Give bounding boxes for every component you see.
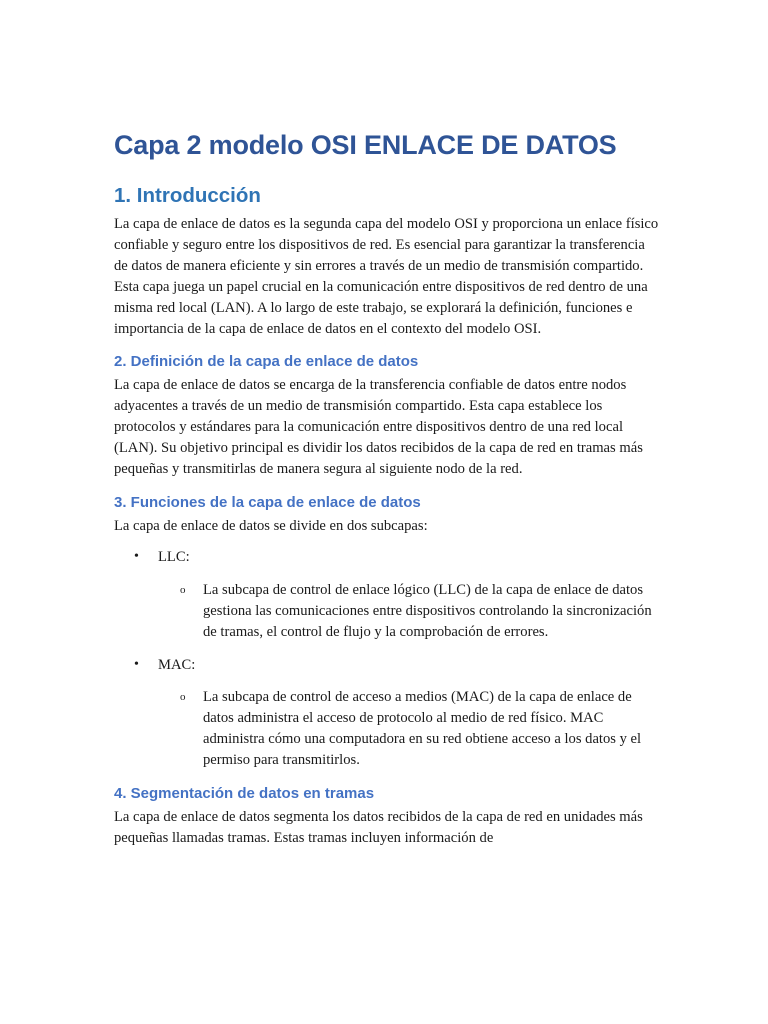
section-heading-introduccion: 1. Introducción: [114, 184, 261, 207]
section-heading-definicion: 2. Definición de la capa de enlace de datos: [114, 353, 419, 371]
document-title: Capa 2 modelo OSI ENLACE DE DATOS: [114, 130, 617, 160]
section-body-definicion: La capa de enlace de datos se encarga de la transferencia confiable de datos entre nodos adyacentes a través de un medio de transmisión compartido. Esta capa establece los protocolos y estándares para la comunicación entre dispositivos dentro de una red local (LAN). Su objetivo principal es dividir los datos recibidos de la capa de red en tramas más pequeñas y transmitirlas de manera segura al siguiente nodo de la red.: [114, 377, 643, 478]
sub-list: [158, 580, 659, 643]
sub-list-item-text: La subcapa de control de enlace lógico (LLC) de la capa de enlace de datos gestiona las comunicaciones entre dispositivos controlando la sincronización de tramas, el control de flujo y la comprobación de errores.: [203, 581, 652, 640]
document-page: [114, 126, 659, 849]
hollow-bullet-icon: o: [180, 691, 186, 704]
list-item-llc: [114, 547, 659, 643]
list-item-mac: [114, 655, 659, 772]
section-body-funciones: La capa de enlace de datos se divide en dos subcapas:: [114, 517, 428, 534]
section-body-introduccion: La capa de enlace de datos es la segunda capa del modelo OSI y proporciona un enlace físico confiable y seguro entre los dispositivos de red. Es esencial para garantizar la transferencia de datos de manera eficiente y sin errores a través de un medio de transmisión compartido. Esta capa juega un papel crucial en la comunicación entre dispositivos de red dentro de una misma red local (LAN). A lo largo de este trabajo, se explorará la definición, funciones e importancia de la capa de enlace de datos en el contexto del modelo OSI.: [114, 216, 659, 337]
sub-list-item-llc-detail: [158, 580, 659, 643]
bullet-icon: •: [134, 548, 139, 564]
section-heading-segmentacion: 4. Segmentación de datos en tramas: [114, 785, 375, 803]
list-item-label: LLC:: [158, 548, 190, 565]
bullet-icon: •: [134, 656, 139, 672]
section-heading-funciones: 3. Funciones de la capa de enlace de datos: [114, 493, 421, 511]
section-body-segmentacion: La capa de enlace de datos segmenta los datos recibidos de la capa de red en unidades más pequeñas llamadas tramas. Estas tramas incluyen información de: [114, 809, 643, 846]
hollow-bullet-icon: o: [180, 583, 186, 596]
sub-list-item-text: La subcapa de control de acceso a medios (MAC) de la capa de enlace de datos administra el acceso de protocolo al medio de red físico. MAC administra cómo una computadora en su red obtiene acceso a los datos y el permiso para transmitirlos.: [203, 689, 642, 769]
sub-list: [158, 687, 659, 771]
list-item-label: MAC:: [158, 656, 196, 673]
subcapas-list: [114, 547, 659, 771]
sub-list-item-mac-detail: [158, 687, 659, 771]
